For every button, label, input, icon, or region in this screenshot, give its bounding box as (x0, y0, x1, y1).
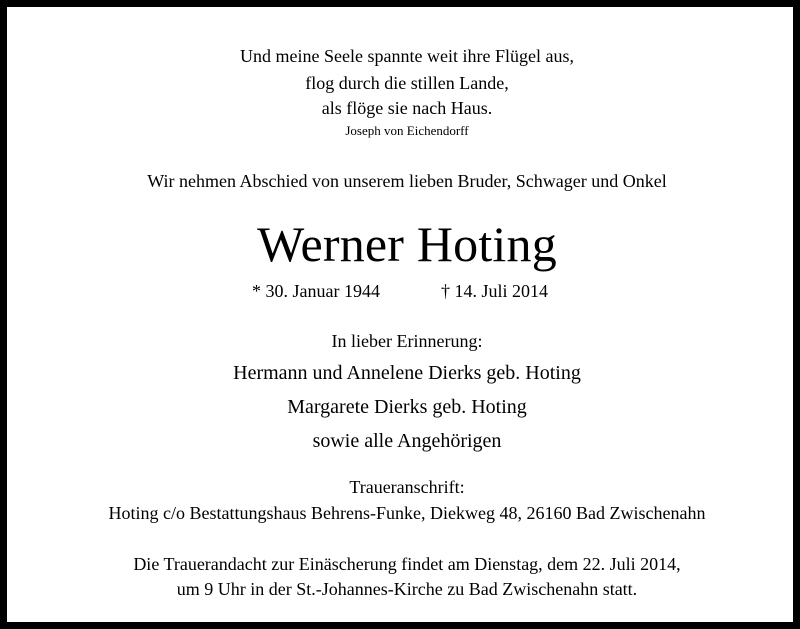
death-date: † 14. Juli 2014 (441, 281, 549, 301)
address-value: Hoting c/o Bestattungshaus Behrens-Funke, Diekweg 48, 26160 Bad Zwischenahn (108, 503, 706, 523)
poem-line-3: als flöge sie nach Haus. (321, 98, 493, 118)
mourner-line-1: Hermann und Annelene Dierks geb. Hoting (233, 362, 581, 384)
birth-date: * 30. Januar 1944 (252, 281, 380, 301)
intro-text: Wir nehmen Abschied von unserem lieben Bruder, Schwager und Onkel (147, 171, 667, 191)
mourner-line-3: sowie alle Angehörigen (312, 430, 502, 452)
address-label: Traueranschrift: (349, 477, 465, 497)
poem-line-1: Und meine Seele spannte weit ihre Flügel aus, (240, 46, 574, 66)
poem-line-2: flog durch die stillen Lande, (305, 73, 509, 93)
obituary-content (14, 14, 800, 629)
service-line-2: um 9 Uhr in der St.-Johannes-Kirche zu Bad Zwischenahn statt. (176, 579, 638, 599)
mourner-line-2: Margarete Dierks geb. Hoting (287, 396, 527, 418)
poem-author: Joseph von Eichendorff (345, 123, 469, 138)
service-line-1: Die Trauerandacht zur Einäscherung findet am Dienstag, dem 22. Juli 2014, (133, 554, 681, 574)
deceased-name: Werner Hoting (257, 216, 557, 272)
memory-heading: In lieber Erinnerung: (331, 331, 483, 351)
